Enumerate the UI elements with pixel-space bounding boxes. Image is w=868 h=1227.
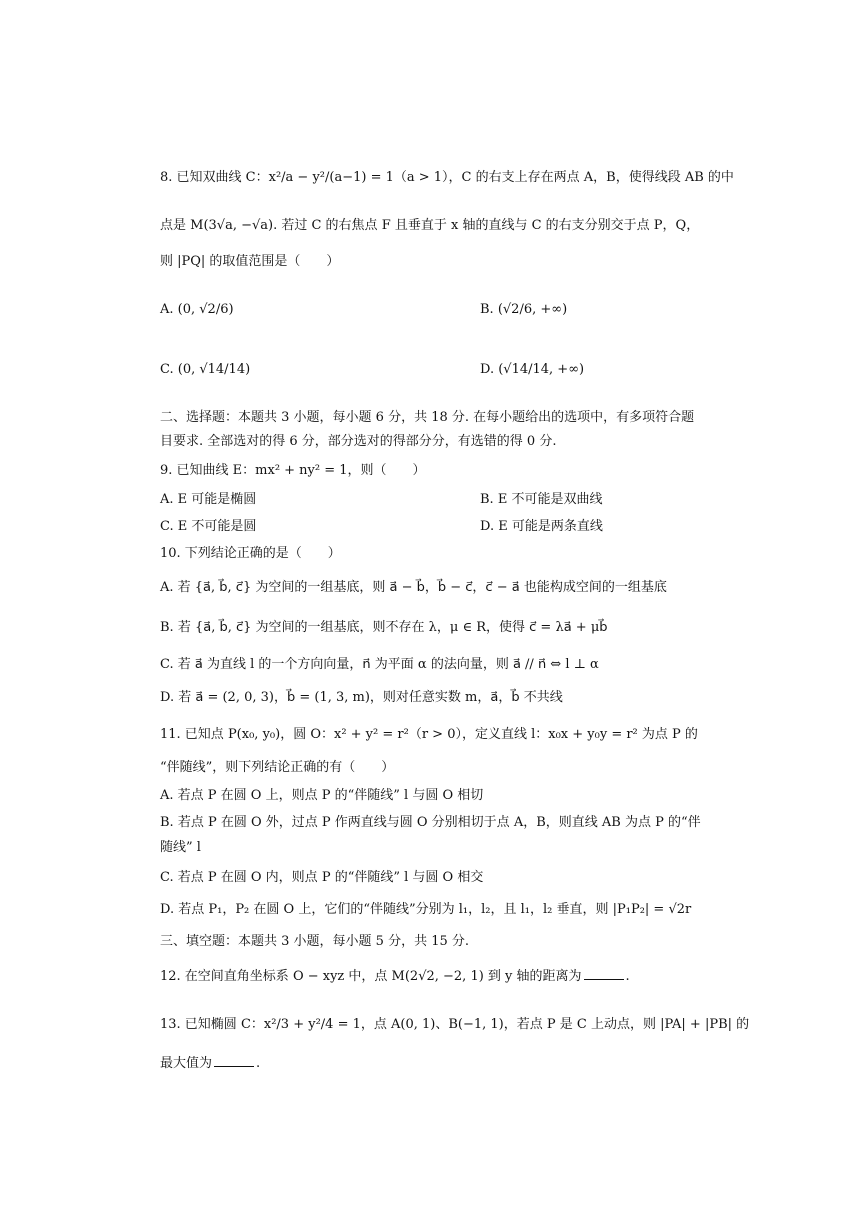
q8-option-a: A. (0, √2/6) [160, 302, 234, 317]
section-3-heading: 三、填空题：本题共 3 小题，每小题 5 分，共 15 分. [160, 934, 470, 949]
q9-option-b: B. E 不可能是双曲线 [480, 492, 603, 507]
q10-option-c: C. 若 a⃗ 为直线 l 的一个方向向量，n⃗ 为平面 α 的法向量，则 a⃗ // n⃗ ⇔ l ⊥ α [160, 657, 599, 672]
q11-option-a: A. 若点 P 在圆 O 上，则点 P 的“伴随线” l 与圆 O 相切 [160, 788, 484, 803]
q9-option-c: C. E 不可能是圆 [160, 519, 257, 534]
q8-line-3: 则 |PQ| 的取值范围是（ ） [160, 254, 340, 269]
q13-stem-end: 最大值为 [160, 1056, 213, 1071]
q13-line-1: 13. 已知椭圆 C：x²/3 + y²/4 = 1，点 A(0, 1)、B(−1, 1)，若点 P 是 C 上动点，则 |PA| + |PB| 的 [160, 1017, 750, 1032]
q9-stem: 9. 已知曲线 E：mx² + ny² = 1，则（ ） [160, 463, 426, 478]
q11-line-2: “伴随线”，则下列结论正确的有（ ） [160, 760, 395, 775]
q12-end: . [625, 969, 630, 984]
q11-option-d: D. 若点 P₁，P₂ 在圆 O 上，它们的“伴随线”分别为 l₁，l₂，且 l₁，l₂ 垂直，则 |P₁P₂| = √2r [160, 902, 692, 917]
q11-option-b-line-2: 随线” l [160, 840, 201, 855]
q8-option-d: D. (√14/14, +∞) [480, 362, 585, 377]
section-2-heading-line-1: 二、选择题：本题共 3 小题，每小题 6 分，共 18 分. 在每小题给出的选项中，有多项符合题 [160, 410, 695, 425]
q13-answer-blank[interactable] [214, 1054, 254, 1067]
q11-option-c: C. 若点 P 在圆 O 内，则点 P 的“伴随线” l 与圆 O 相交 [160, 870, 484, 885]
q12-answer-blank[interactable] [584, 967, 624, 980]
q13-end: . [256, 1056, 261, 1071]
q10-option-d: D. 若 a⃗ = (2, 0, 3)，b⃗ = (1, 3, m)，则对任意实数 m，a⃗，b⃗ 不共线 [160, 690, 563, 705]
q10-option-b: B. 若 {a⃗, b⃗, c⃗} 为空间的一组基底，则不存在 λ，μ ∈ R，使得 c⃗ = λa⃗ + μb⃗ [160, 620, 608, 635]
q9-option-d: D. E 可能是两条直线 [480, 519, 603, 534]
q12-stem: 12. 在空间直角坐标系 O − xyz 中，点 M(2√2, −2, 1) 到 y 轴的距离为 [160, 969, 582, 984]
q10-stem: 10. 下列结论正确的是（ ） [160, 546, 341, 561]
q8-line-1: 8. 已知双曲线 C：x²/a − y²/(a−1) = 1（a > 1），C 的右支上存在两点 A，B，使得线段 AB 的中 [160, 170, 734, 185]
section-2-heading-line-2: 目要求. 全部选对的得 6 分，部分选对的得部分分，有选错的得 0 分. [160, 434, 557, 449]
q8-option-c: C. (0, √14/14) [160, 362, 251, 377]
q11-line-1: 11. 已知点 P(x₀, y₀)，圆 O：x² + y² = r²（r > 0），定义直线 l：x₀x + y₀y = r² 为点 P 的 [160, 727, 698, 742]
q8-line-2: 点是 M(3√a, −√a). 若过 C 的右焦点 F 且垂直于 x 轴的直线与 C 的右支分别交于点 P，Q， [160, 218, 700, 233]
q8-option-b: B. (√2/6, +∞) [480, 302, 568, 317]
q13-line-2 [160, 1054, 260, 1072]
q9-option-a: A. E 可能是椭圆 [160, 492, 257, 507]
q10-option-a: A. 若 {a⃗, b⃗, c⃗} 为空间的一组基底，则 a⃗ − b⃗，b⃗ − c⃗，c⃗ − a⃗ 也能构成空间的一组基底 [160, 580, 667, 595]
q11-option-b-line-1: B. 若点 P 在圆 O 外，过点 P 作两直线与圆 O 分别相切于点 A，B，则直线 AB 为点 P 的“伴 [160, 815, 701, 830]
q12-text [160, 967, 630, 985]
